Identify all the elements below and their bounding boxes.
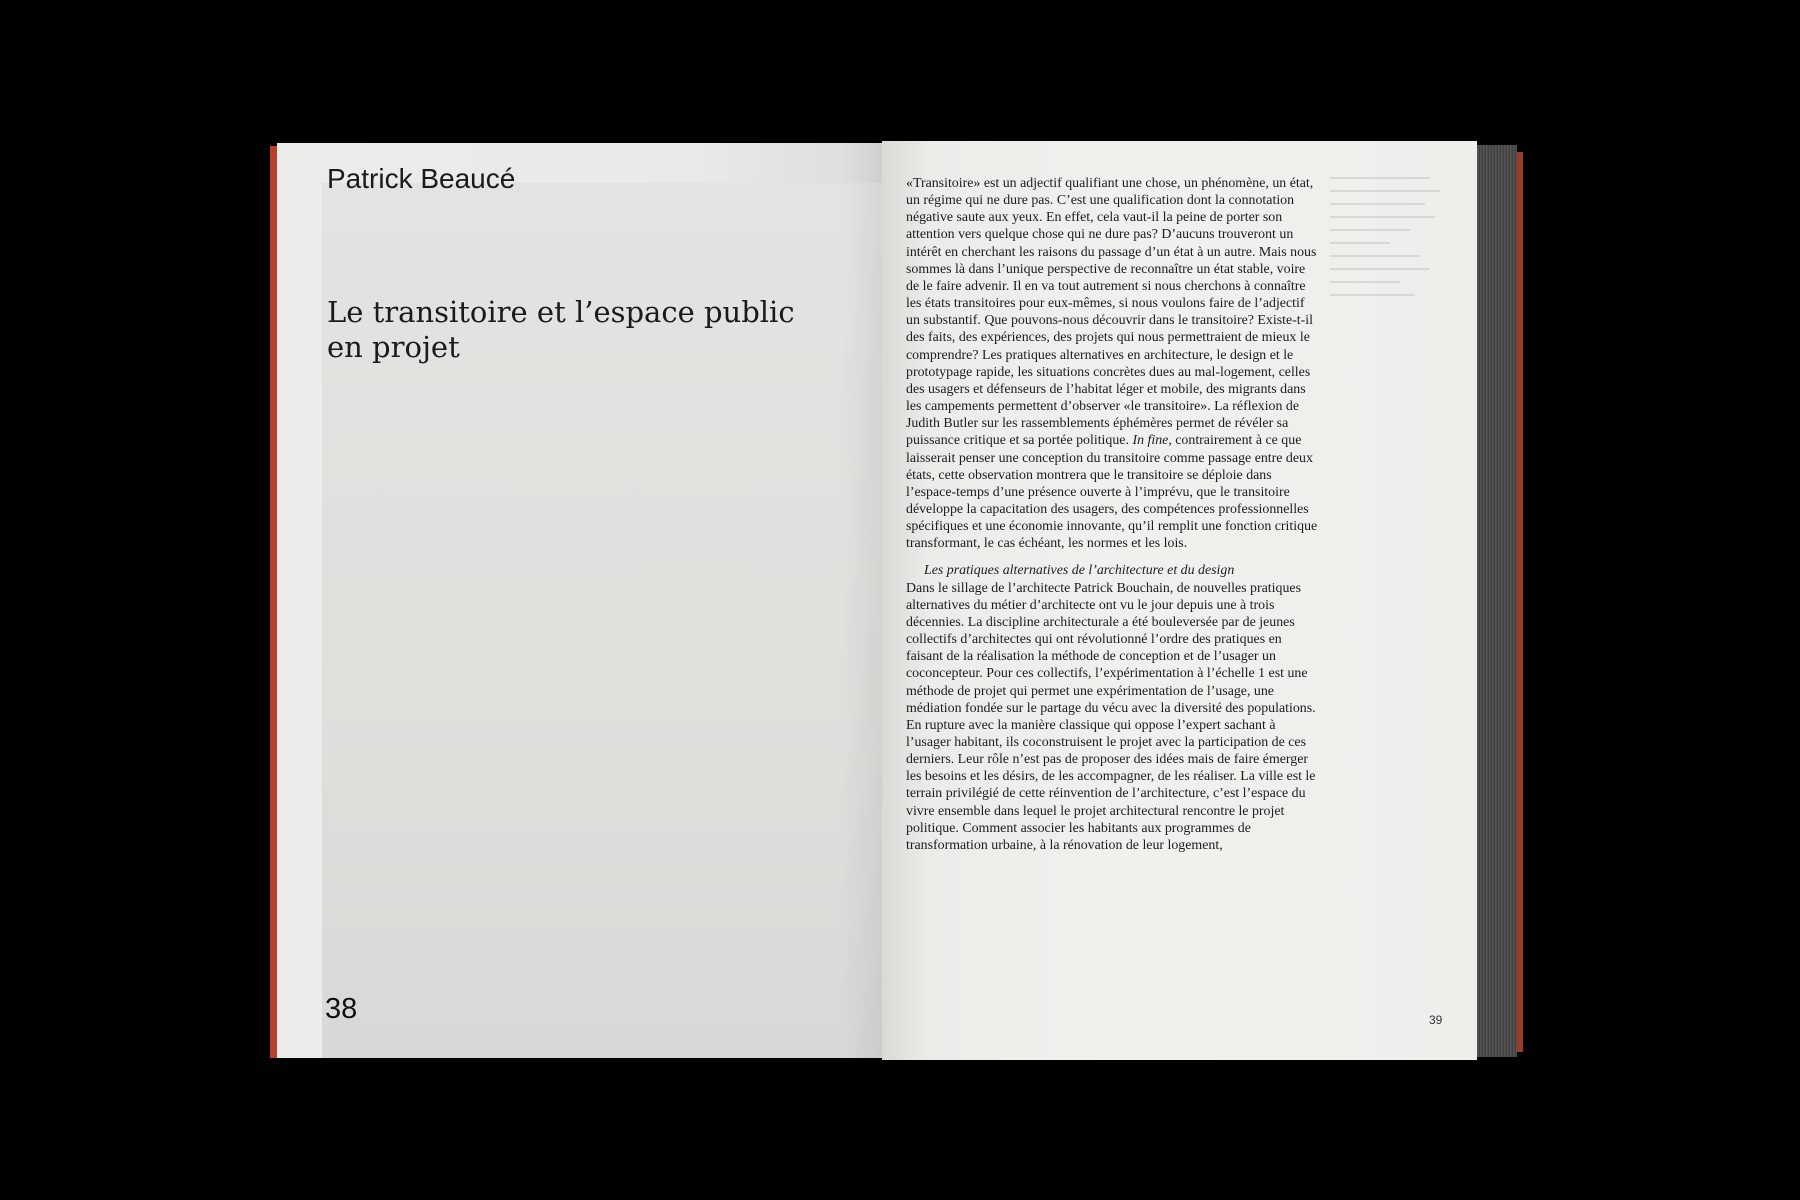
paragraph-intro — [906, 175, 1321, 552]
article-title — [327, 295, 797, 365]
author-name: Patrick Beaucé — [327, 163, 516, 194]
paragraph-intro-end: , contrairement à ce que laisserait penser une conception du transitoire comme passage entre deux états, cette observation montrera que le transitoire se déploie dans l’espace-temps d’une présence ouverte à l’imprévu, que le transitoire développe la capacitation des usagers, des compétences professionnelles spécifiques et une économie innovante, qu’il remplit une fonction critique transformant, le cas échéant, les normes et les lois. — [906, 433, 1318, 552]
right-cover-edge — [1517, 152, 1523, 1052]
gutter-shadow — [842, 143, 882, 1058]
page-number-left: 38 — [325, 993, 358, 1025]
left-cover-edge — [270, 146, 277, 1058]
in-fine-italic: In fine — [1132, 433, 1169, 449]
paragraph-rupture: En rupture avec la manière classique qui oppose l’expert sachant à l’usager habitant, ils coconstruisent le projet avec la participation de ces derniers. Leur rôle n’est pas de proposer des idées mais de faire émerger les besoins et les désirs, de les accompagner, de les réaliser. La ville est le terrain privilégié de cette réinvention de l’architecture, c’est l’espace du vivre ensemble dans lequel le projet architectural rencontre le projet politique. Comment associer les habitants aux programmes de transformation urbaine, à la rénovation de leur logement, — [906, 717, 1316, 853]
page-stack-edge — [1477, 145, 1517, 1057]
article-title-line-2: en projet — [327, 330, 460, 364]
body-text — [906, 175, 1321, 854]
section-subheading: Les pratiques alternatives de l’architecture et du design — [924, 563, 1235, 579]
paragraph-intro-text: «Transitoire» est un adjectif qualifiant une chose, un phénomène, un état, un régime qui ne dure pas. C’est une qualification dont la connotation négative saute aux yeux. En effet, cela vaut-il la peine de porter son attention vers quelque chose qui ne dure pas? D’aucuns trouveront un intérêt en cherchant les raisons du passage d’un état à un autre. Mais nous sommes là dans l’unique perspective de reconnaître un état stable, voire de le faire advenir. Il en va tout autrement si nous cherchons à connaître les états transitoires pour eux-mêmes, si nous voulons faire de l’adjectif un substantif. Que pouvons-nous découvrir dans le transitoire? Existe-t-il des faits, des expériences, des projets qui nous permettraient de mieux le comprendre? Les pratiques alternatives en architecture, le design et le prototypage rapide, les situations concrètes dues au mal-logement, celles des usagers et défenseurs de l’habitat léger et mobile, des migrants dans les campements permettent d’observer «le transitoire». La réflexion de Judith Butler sur les rassemblements éphémères permet de révéler sa puissance critique et sa portée politique. — [906, 176, 1317, 449]
page-number-right: 39 — [1429, 1013, 1443, 1027]
left-page — [277, 143, 882, 1058]
show-through-text — [1330, 177, 1450, 327]
article-title-line-1: Le transitoire et l’espace public — [327, 295, 795, 329]
paragraph-practices: Dans le sillage de l’architecte Patrick Bouchain, de nouvelles pratiques alternatives du métier d’architecte ont vu le jour depuis une à trois décennies. La discipline architecturale a été bouleversée par de jeunes collectifs d’architectes qui ont révolutionné l’ordre des pratiques en faisant de la réalisation la méthode de conception et de l’usager un coconcepteur. Pour ces collectifs, l’expérimentation à l’échelle 1 est une méthode de projet qui permet une expérimentation de l’usage, une médiation fondée sur le partage du vécu avec la diversité des populations. — [906, 580, 1316, 716]
right-page — [882, 141, 1477, 1060]
